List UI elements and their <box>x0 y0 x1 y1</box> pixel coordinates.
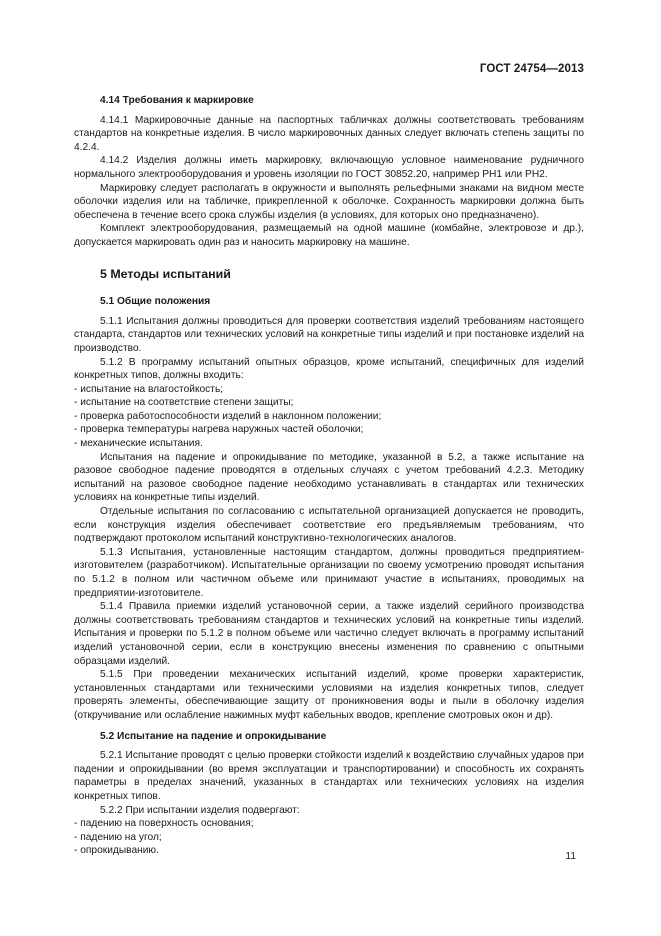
paragraph: 5.1.5 При проведении механических испытаний изделий, кроме проверки характеристик, установленных стандартами или техническими условиями на изделия конкретных типов, следует проверять элементы, обеспечивающие защиту от проникновения воды и пыли в оболочку изделия (откручивание или ослабление нажимных муфт кабельных вводов, крепление смотровых окон и др). <box>74 669 584 721</box>
list-item: - механические испытания. <box>74 438 203 450</box>
list-item: - испытание на влагостойкость; <box>74 383 224 395</box>
paragraph: 5.1.2 В программу испытаний опытных образцов, кроме испытаний, специфичных для изделий конкретных типов, должны входить: <box>74 356 584 382</box>
paragraph: Испытания на падение и опрокидывание по методике, указанной в 5.2, а также испытание на разовое свободное падение проводятся в отдельных случаях с учетом требований 4.2.3. Методику испытаний на разовое свободное падение необходимо устанавливать в стандартах или технических условиях на конкретные типы изделий. <box>74 451 584 504</box>
list-item: - падению на поверхность основания; <box>74 818 254 830</box>
paragraph: 5.1.4 Правила приемки изделий установочной серии, а также изделий серийного производства должны соответствовать требованиям стандартов и технических условий на конкретные типы изделий. Испытания и проверки по 5.1.2 в полном объеме или частично следует включать в программу испытаний изделий установочной серии, если в конструкцию внесены изменения по сравнению с опытными образцами изделий. <box>74 601 584 667</box>
paragraph: 5.2.2 При испытании изделия подвергают: <box>100 804 300 816</box>
paragraph: 5.2.1 Испытание проводят с целью проверки стойкости изделий к воздействию случайных ударов при падении и опрокидывании (во время эксплуатации и транспортировании) и способность их сохранять параметры в пределах значений, указанных в стандартах или технических условиях на изделия конкретных типов. <box>74 750 584 802</box>
paragraph: Комплект электрооборудования, размещаемый на одной машине (комбайне, электровозе и др.), допускается маркировать один раз и наносить маркировку на машине. <box>74 223 584 248</box>
page-number: 11 <box>565 851 576 862</box>
list-item: - падению на угол; <box>74 831 162 843</box>
section-heading: 4.14 Требования к маркировке <box>100 95 254 106</box>
list-item: - испытание на соответствие степени защиты; <box>74 397 294 409</box>
paragraph: 4.14.1 Маркировочные данные на паспортных табличках должны соответствовать требованиям стандартов на конкретные изделия. В число маркировочных данных следует включать степень защиты по 4.2.4. <box>74 114 584 153</box>
paragraph: Маркировку следует располагать в окружности и выполнять рельефными знаками на видном месте оболочки изделия или на табличке, прикрепленной к оболочке. Сохранность маркировки должна быть обеспечена в течение всего срока службы изделия (в условиях, для которых оно предназначено). <box>74 182 584 221</box>
page-content <box>74 94 584 858</box>
list-item: - проверка работоспособности изделий в наклонном положении; <box>74 410 382 422</box>
paragraph: 4.14.2 Изделия должны иметь маркировку, включающую условное наименование рудничного нормального электрооборудования и уровень изоляции по ГОСТ 30852.20, например РН1 или РН2. <box>74 155 584 180</box>
standard-code: ГОСТ 24754—2013 <box>479 63 584 75</box>
paragraph: 5.1.1 Испытания должны проводиться для проверки соответствия изделий требованиям настоящего стандарта, стандартов или технических условий на конкретные типы изделий и при постановке изделий на производство. <box>74 315 584 354</box>
list-item: - проверка температуры нагрева наружных частей оболочки; <box>74 424 364 436</box>
section-heading: 5.1 Общие положения <box>100 296 211 308</box>
paragraph: Отдельные испытания по согласованию с испытательной организацией допускается не проводить, если конструкция изделия обеспечивает соответствие его предъявляемым требованиям, что подтверждают протоколом испытаний конструктивно-технологических аналогов. <box>74 506 584 545</box>
paragraph: 5.1.3 Испытания, установленные настоящим стандартом, должны проводиться предприятием-изготовителем (разработчиком). Испытательные организации по своему усмотрению проводят испытания по 5.1.2 в полном или частичном объеме или принимают участие в испытаниях, проводимых на предприятии-изготовителе. <box>74 546 584 599</box>
section-heading: 5.2 Испытание на падение и опрокидывание <box>100 730 327 742</box>
list-item: - опрокидыванию. <box>74 845 159 857</box>
chapter-heading: 5 Методы испытаний <box>100 266 231 281</box>
